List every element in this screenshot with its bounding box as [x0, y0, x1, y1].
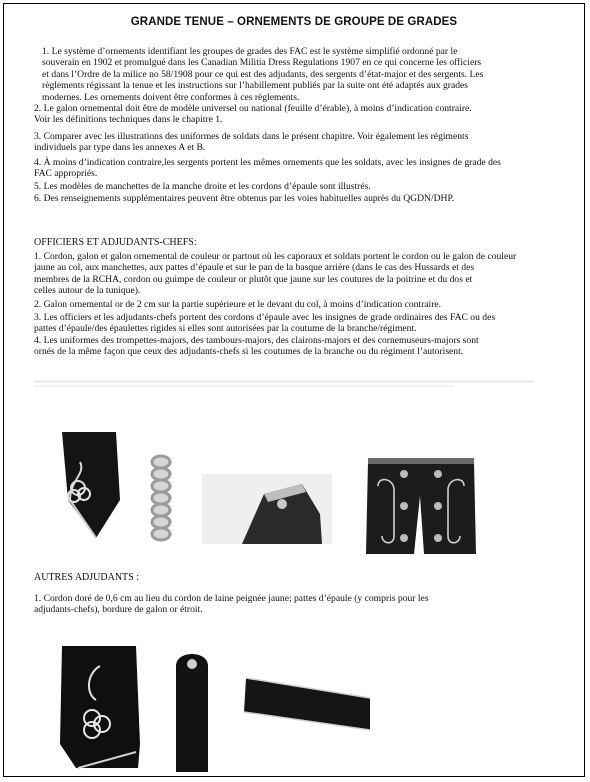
- note-line: et dans l’Ordre de la milice no 58/1908 pour ce qui est des adjudants, des sergents d’état-major et des sergents. Les: [42, 68, 484, 80]
- note-line: règlements régissant la tenue et les instructions sur l’habillement publiés par la suite ont été adaptés aux grades: [42, 80, 468, 92]
- note-line: 2. Galon ornemental or de 2 cm sur la partie supérieure et le devant du col, à moins d’indication contraire.: [34, 298, 442, 310]
- shoulder-cord-illustration: [146, 454, 176, 544]
- note-line: FAC appropriés.: [34, 168, 98, 180]
- collar-illustration: [202, 474, 332, 544]
- note-line: 6. Des renseignements supplémentaires peuvent être obtenus par les voies habituelles auprès du QGDN/DHP.: [34, 192, 455, 204]
- note-line: 1. Le système d’ornements identifiant les groupes de grades des FAC est le système simplifié ordonné par le: [42, 46, 458, 57]
- note-line: 4. Les uniformes des trompettes-majors, des tambours-majors, des clairons-majors et des cornemuseurs-majors sont: [34, 334, 479, 346]
- faded-text-line: [34, 378, 534, 388]
- note-line: 3. Comparer avec les illustrations des uniformes de soldats dans le présent chapitre. Voir également les régiments: [34, 130, 469, 142]
- note-line: jaune au col, aux manchettes, aux pattes d’épaule et sur le pan de la basque arrière (dans le cas des Hussards et des: [34, 262, 475, 274]
- adjutant-collar-strip-illustration: [242, 672, 374, 742]
- note-line: pattes d’épaule/des épaulettes rigides si elles sont autorisées par la coutume de la branche/régiment.: [34, 323, 417, 335]
- section-heading-officers: OFFICIERS ET ADJUDANTS-CHEFS:: [34, 237, 197, 248]
- page-title: GRANDE TENUE – ORNEMENTS DE GROUPE DE GRADES: [130, 16, 458, 28]
- adjutant-shoulder-strap-illustration: [172, 644, 212, 772]
- document-page: [3, 3, 585, 777]
- note-line: 3. Les officiers et les adjudants-chefs portent des cordons d’épaule avec les insignes de grade ordinaires des FAC ou des: [34, 312, 496, 324]
- note-line: 2. Le galon ornemental doit être de modèle universel ou national (feuille d’érable), à moins d’indication contraire.: [34, 103, 472, 115]
- note-line: 5. Les modèles de manchettes de la manche droite et les cordons d’épaule sont illustrés.: [34, 181, 371, 193]
- sleeve-cuff-illustration: [56, 430, 126, 540]
- note-line: modernes. Les ornements doivent être conformes à ces règlements.: [42, 91, 300, 103]
- adjutant-sleeve-cuff-illustration: [56, 644, 142, 772]
- note-line: individuels par type dans les annexes A et B.: [34, 142, 206, 154]
- note-line: 1. Cordon, galon et galon ornemental de couleur or partout où les caporaux et soldats portent le cordon ou le galon de couleur: [34, 251, 517, 262]
- note-line: membres de la RCHA, cordon ou guimpe de couleur or plutôt que jaune sur les coutures de la poitrine et du dos et: [34, 273, 473, 285]
- note-line: ornés de la même façon que ceux des adjudants-chefs si les coutumes de la branche ou du régiment l’autorisent.: [34, 346, 464, 358]
- other-adjutants-notes: [34, 593, 554, 616]
- note-line: adjudants-chefs), bordure de galon or étroit.: [34, 604, 203, 616]
- general-notes: [34, 46, 554, 204]
- officers-notes: [34, 251, 554, 358]
- note-line: souverain en 1902 et promulgué dans les Canadian Militia Dress Regulations 1907 en ce qui concerne les officiers: [42, 57, 482, 69]
- note-line: celles autour de la tunique).: [34, 285, 141, 297]
- coat-tail-illustration: [364, 456, 479, 556]
- note-line: 4. À moins d’indication contraire,les sergents portent les mêmes ornements que les soldats, avec les insignes de grade des: [34, 156, 501, 168]
- note-line: 1. Cordon doré de 0,6 cm au lieu du cordon de laine peignée jaune; pattes d’épaule (y compris pour les: [34, 593, 429, 604]
- note-line: Voir les définitions techniques dans le chapitre 1.: [34, 114, 223, 126]
- section-heading-other-adjutants: AUTRES ADJUDANTS :: [34, 572, 140, 583]
